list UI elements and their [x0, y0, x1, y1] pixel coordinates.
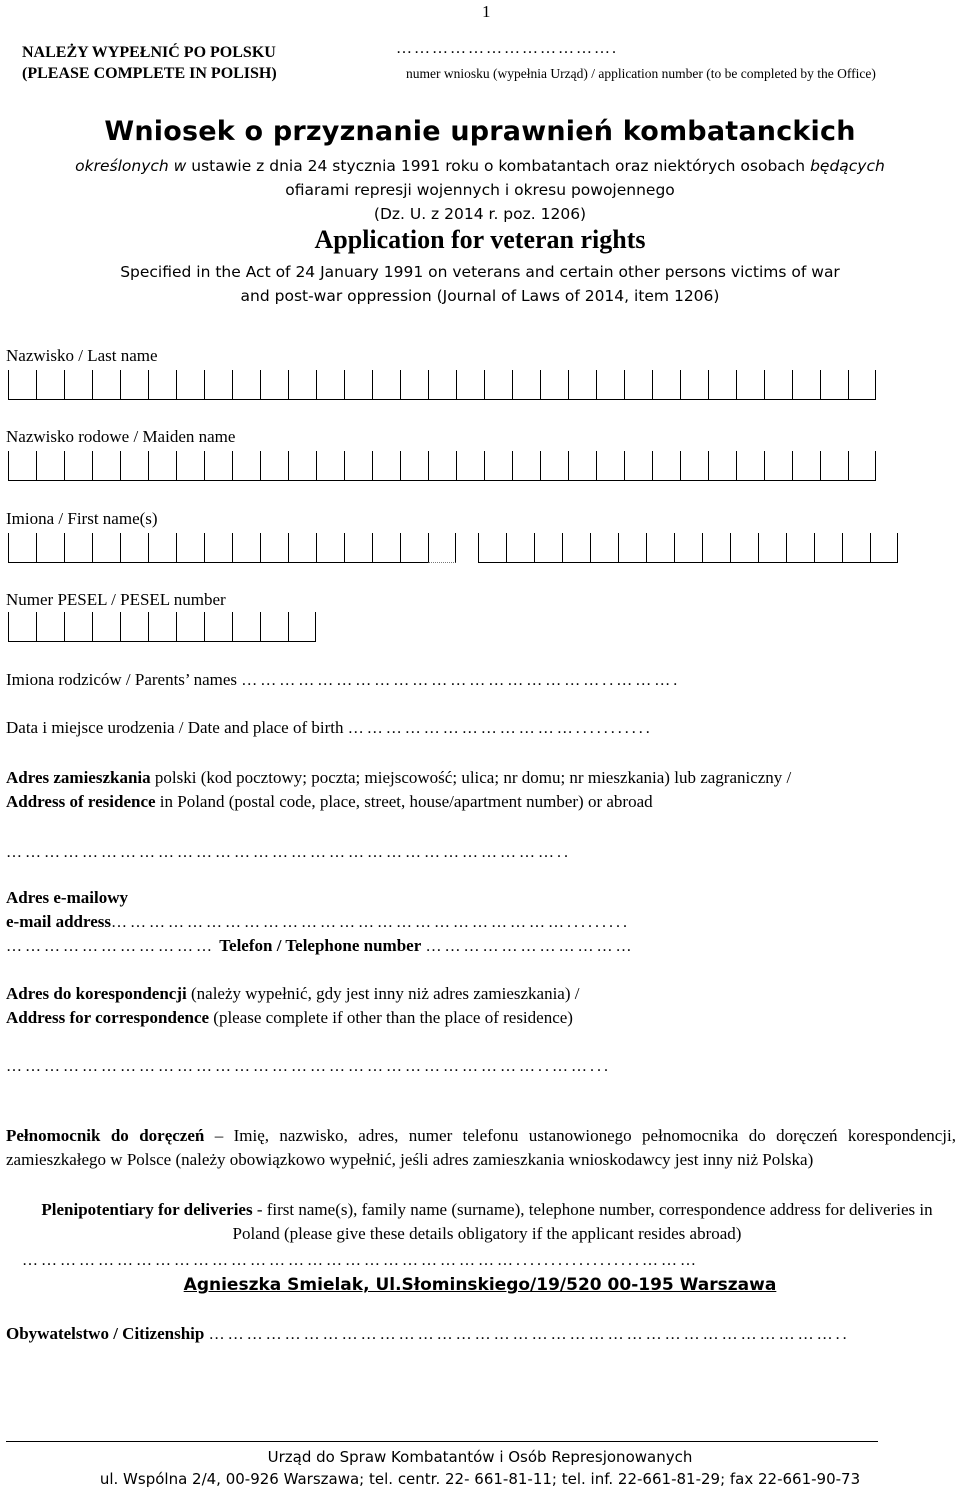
char-box[interactable]	[820, 451, 848, 481]
phone-lead-dots: ……………………………	[6, 938, 215, 955]
char-box[interactable]	[652, 451, 680, 481]
char-box[interactable]	[288, 612, 316, 642]
char-box[interactable]	[708, 451, 736, 481]
corr-rest-pl: (należy wypełnić, gdy jest inny niż adres zamieszkania) /	[186, 984, 580, 1003]
char-box[interactable]	[260, 612, 288, 642]
char-box[interactable]	[848, 370, 876, 400]
correspondence-field[interactable]: …………………………………………………………………………..……...	[6, 1058, 611, 1075]
char-box[interactable]	[344, 533, 372, 563]
subtitle-pl-line2: ofiarami represji wojennych i okresu powojennego	[285, 181, 675, 199]
char-box[interactable]	[590, 533, 618, 563]
plenipo-rest-en: - first name(s), family name (surname), telephone number, correspondence address for deliveries in Poland (please give these details obligatory if the applicant resides abroad)	[232, 1200, 933, 1243]
char-box[interactable]	[120, 370, 148, 400]
char-box[interactable]	[596, 451, 624, 481]
char-box[interactable]	[344, 370, 372, 400]
subtitle-pl-italic-a: określonych w	[75, 157, 187, 175]
char-box[interactable]	[792, 370, 820, 400]
birth-field[interactable]: ………………………………...........	[347, 720, 653, 737]
email-row	[6, 910, 956, 935]
char-box[interactable]	[288, 533, 316, 563]
char-box[interactable]	[400, 451, 428, 481]
char-box[interactable]	[618, 533, 646, 563]
char-box[interactable]	[792, 451, 820, 481]
first-names-label: Imiona / First name(s)	[6, 509, 158, 528]
last-name-boxes[interactable]	[8, 370, 876, 400]
char-box[interactable]	[428, 451, 456, 481]
char-box[interactable]	[708, 370, 736, 400]
char-box[interactable]	[204, 370, 232, 400]
char-box[interactable]	[36, 370, 64, 400]
residence-bold-pl: Adres zamieszkania	[6, 768, 151, 787]
char-box[interactable]	[848, 451, 876, 481]
char-box[interactable]	[120, 612, 148, 642]
char-box[interactable]	[176, 612, 204, 642]
char-box[interactable]	[8, 370, 36, 400]
char-box[interactable]	[204, 612, 232, 642]
plenipotentiary-en	[24, 1198, 950, 1246]
char-box[interactable]	[736, 451, 764, 481]
title-pl: Wniosek o przyznanie uprawnień kombatanckich	[104, 116, 856, 147]
char-box[interactable]	[316, 370, 344, 400]
char-box[interactable]	[260, 451, 288, 481]
char-box[interactable]	[64, 370, 92, 400]
char-box[interactable]	[8, 451, 36, 481]
char-box[interactable]	[730, 533, 758, 563]
email-label-en: e-mail address	[6, 912, 111, 931]
char-box[interactable]	[120, 533, 148, 563]
char-box[interactable]	[506, 533, 534, 563]
footer-divider	[6, 1441, 878, 1442]
language-notice	[22, 42, 277, 84]
char-box[interactable]	[316, 451, 344, 481]
maiden-name-boxes[interactable]	[8, 451, 876, 481]
parents-names-field[interactable]: …………………………………………………..……….	[241, 672, 681, 689]
char-box[interactable]	[232, 451, 260, 481]
char-box[interactable]	[148, 533, 176, 563]
char-box[interactable]	[260, 370, 288, 400]
char-box[interactable]	[820, 370, 848, 400]
pesel-boxes[interactable]	[8, 612, 316, 642]
char-box[interactable]	[484, 370, 512, 400]
birth-label	[6, 718, 653, 738]
char-box[interactable]	[562, 533, 590, 563]
char-box[interactable]	[36, 612, 64, 642]
citizenship-label: Obywatelstwo / Citizenship	[6, 1324, 205, 1343]
char-box[interactable]	[680, 370, 708, 400]
char-box[interactable]	[92, 612, 120, 642]
char-box[interactable]	[260, 533, 288, 563]
char-box[interactable]	[758, 533, 786, 563]
char-box[interactable]	[512, 451, 540, 481]
last-name-label: Nazwisko / Last name	[6, 346, 158, 365]
char-box[interactable]	[148, 370, 176, 400]
char-box[interactable]	[568, 451, 596, 481]
char-box[interactable]	[372, 370, 400, 400]
char-box[interactable]	[764, 370, 792, 400]
footer-office-name: Urząd do Spraw Kombatantów i Osób Represjonowanych	[267, 1448, 693, 1466]
char-box[interactable]	[120, 451, 148, 481]
char-box[interactable]	[596, 370, 624, 400]
corr-rest-en: (please complete if other than the place of residence)	[209, 1008, 573, 1027]
maiden-name-label: Nazwisko rodowe / Maiden name	[6, 427, 236, 446]
char-box[interactable]	[764, 451, 792, 481]
correspondence-label	[6, 982, 956, 1030]
subtitle-en-line2: and post-war oppression (Journal of Laws of 2014, item 1206)	[240, 287, 720, 305]
char-box[interactable]	[674, 533, 702, 563]
plenipo-rest-pl: – Imię, nazwisko, adres, numer telefonu ustanowionego pełnomocnika do doręczeń korespondencji, zamieszkałego w Polsce (należy obowiązkowo wypełnić, jeśli adres zamieszkania wnioskodawcy jest inny niż Polska)	[6, 1126, 956, 1169]
char-box[interactable]	[232, 612, 260, 642]
char-box[interactable]	[64, 451, 92, 481]
plenipotentiary-pl	[6, 1124, 956, 1172]
char-box[interactable]	[478, 533, 506, 563]
char-box[interactable]	[512, 370, 540, 400]
plenipo-bold-en: Plenipotentiary for deliveries	[41, 1200, 253, 1219]
char-box[interactable]	[624, 370, 652, 400]
char-box[interactable]	[624, 451, 652, 481]
char-box[interactable]	[8, 612, 36, 642]
char-box[interactable]	[680, 451, 708, 481]
char-box[interactable]	[176, 533, 204, 563]
char-box[interactable]	[176, 370, 204, 400]
subtitle-pl-line1: ustawie z dnia 24 stycznia 1991 roku o kombatantach oraz niektórych osobach	[191, 157, 806, 175]
pesel-label: Numer PESEL / PESEL number	[6, 590, 226, 609]
char-box[interactable]	[372, 451, 400, 481]
plenipotentiary-value: Agnieszka Smielak, Ul.Słominskiego/19/520 00-195 Warszawa	[183, 1275, 777, 1295]
char-box[interactable]	[456, 370, 484, 400]
char-box[interactable]	[702, 533, 730, 563]
notice-pl: NALEŻY WYPEŁNIĆ PO POLSKU	[22, 44, 276, 61]
page-number: 1	[482, 2, 491, 21]
residence-label	[6, 766, 956, 814]
first-name-boxes-1[interactable]	[8, 533, 456, 563]
char-box[interactable]	[148, 451, 176, 481]
char-box[interactable]	[8, 533, 36, 563]
subtitle-pl	[0, 154, 960, 226]
char-box[interactable]	[456, 451, 484, 481]
char-box[interactable]	[400, 370, 428, 400]
char-box[interactable]	[288, 370, 316, 400]
char-box[interactable]	[540, 370, 568, 400]
char-box[interactable]	[36, 451, 64, 481]
char-box[interactable]	[428, 533, 456, 563]
phone-row	[6, 934, 956, 959]
char-box[interactable]	[232, 533, 260, 563]
residence-rest-en: in Poland (postal code, place, street, house/apartment number) or abroad	[155, 792, 653, 811]
char-box[interactable]	[814, 533, 842, 563]
residence-field[interactable]: ……………………………………………………………………………..	[6, 844, 571, 861]
citizenship-row	[6, 1324, 850, 1344]
char-box[interactable]	[870, 533, 898, 563]
citizenship-field[interactable]: ………………………………………………………………………………………..	[208, 1326, 850, 1343]
phone-label: Telefon / Telephone number	[219, 936, 422, 955]
char-box[interactable]	[36, 533, 64, 563]
char-box[interactable]	[232, 370, 260, 400]
residence-bold-en: Address of residence	[6, 792, 156, 811]
char-box[interactable]	[92, 370, 120, 400]
subtitle-pl-line3: (Dz. U. z 2014 r. poz. 1206)	[373, 205, 587, 223]
char-box[interactable]	[652, 370, 680, 400]
plenipotentiary-field[interactable]: ……………………………………………………………………..................………	[22, 1252, 699, 1269]
phone-field[interactable]: ……………………………	[425, 938, 635, 955]
notice-en: (PLEASE COMPLETE IN POLISH)	[22, 65, 277, 82]
subtitle-pl-italic-c: będących	[810, 157, 885, 175]
char-box[interactable]	[204, 451, 232, 481]
char-box[interactable]	[316, 533, 344, 563]
char-box[interactable]	[176, 451, 204, 481]
subtitle-en	[0, 260, 960, 308]
char-box[interactable]	[842, 533, 870, 563]
first-name-boxes-2[interactable]	[478, 533, 898, 563]
char-box[interactable]	[92, 533, 120, 563]
email-label-pl: Adres e-mailowy	[6, 888, 128, 907]
char-box[interactable]	[64, 612, 92, 642]
parents-names-label	[6, 670, 680, 690]
char-box[interactable]	[736, 370, 764, 400]
char-box[interactable]	[92, 451, 120, 481]
application-number-field[interactable]: ……………………………….	[396, 40, 618, 57]
application-number-label: numer wniosku (wypełnia Urząd) / application number (to be completed by the Office)	[406, 66, 876, 81]
char-box[interactable]	[428, 370, 456, 400]
char-box[interactable]	[786, 533, 814, 563]
subtitle-en-line1: Specified in the Act of 24 January 1991 on veterans and certain other persons victims of war	[120, 263, 840, 281]
plenipo-bold-pl: Pełnomocnik do doręczeń	[6, 1126, 205, 1145]
char-box[interactable]	[646, 533, 674, 563]
char-box[interactable]	[372, 533, 400, 563]
char-box[interactable]	[148, 612, 176, 642]
corr-bold-en: Address for correspondence	[6, 1008, 210, 1027]
footer-office-address: ul. Wspólna 2/4, 00-926 Warszawa; tel. centr. 22- 661-81-11; tel. inf. 22-661-81-29; fax 22-661-90-73	[99, 1470, 861, 1488]
parents-names-text: Imiona rodziców / Parents’ names	[6, 670, 238, 689]
char-box[interactable]	[344, 451, 372, 481]
title-en: Application for veteran rights	[314, 225, 646, 254]
corr-bold-pl: Adres do korespondencji	[6, 984, 187, 1003]
char-box[interactable]	[288, 451, 316, 481]
char-box[interactable]	[540, 451, 568, 481]
char-box[interactable]	[568, 370, 596, 400]
residence-rest-pl: polski (kod pocztowy; poczta; miejscowość; ulica; nr domu; nr mieszkania) lub zagraniczny /	[150, 768, 792, 787]
char-box[interactable]	[64, 533, 92, 563]
birth-text: Data i miejsce urodzenia / Date and place of birth	[6, 718, 344, 737]
char-box[interactable]	[400, 533, 428, 563]
char-box[interactable]	[534, 533, 562, 563]
char-box[interactable]	[484, 451, 512, 481]
email-field[interactable]: ……………………………………………………………….........	[111, 914, 630, 931]
char-box[interactable]	[204, 533, 232, 563]
